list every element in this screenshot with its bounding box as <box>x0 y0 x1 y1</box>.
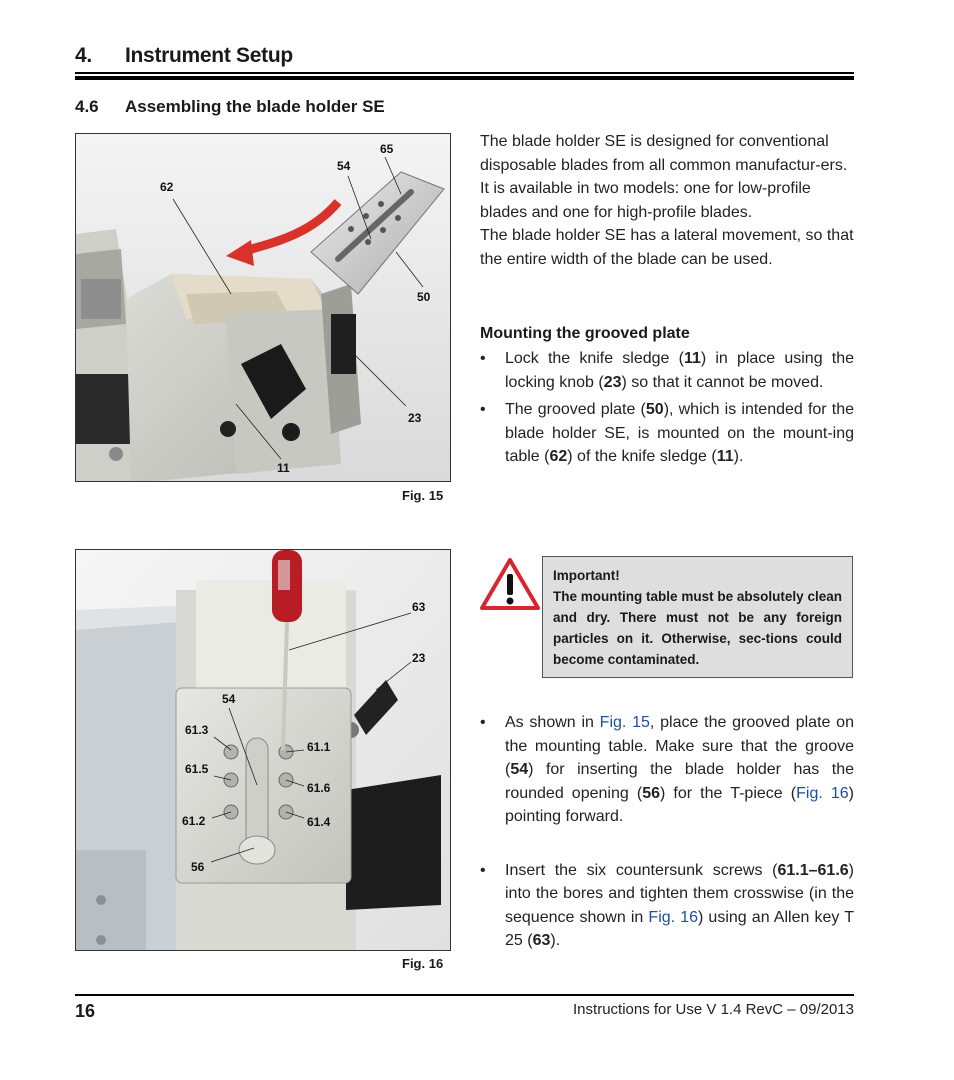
callout-11: 11 <box>277 461 290 475</box>
fig-16-link[interactable]: Fig. 16 <box>648 908 698 926</box>
figure-16-image <box>75 549 451 951</box>
figure-15-image <box>75 133 451 482</box>
figure-15-photo <box>76 134 450 481</box>
section-heading <box>75 44 293 68</box>
warning-triangle-icon <box>479 557 541 611</box>
figure-15-caption: Fig. 15 <box>402 488 444 503</box>
list-item: • Insert the six countersunk screws (61.1–61.6) into the bores and tighten them crosswise (in the sequence shown in Fig. 16) using an Allen key T 25 (63). <box>480 859 854 953</box>
notice-text: The mounting table must be absolutely clean and dry. There must not be any foreign particles on it. Otherwise, sec-tions could become contaminated. <box>553 589 842 667</box>
callout-50: 50 <box>417 290 431 304</box>
callout-61-2: 61.2 <box>182 814 206 828</box>
mounting-steps-list <box>480 347 854 473</box>
intro-text <box>480 130 854 271</box>
callout-23: 23 <box>412 651 426 665</box>
intro-paragraph-2: It is available in two models: one for low-profile blades and one for high-profile blades. <box>480 180 811 221</box>
notice-title: Important! <box>553 568 620 583</box>
list-item: • Lock the knife sledge (11) in place using the locking knob (23) so that it cannot be moved. <box>480 347 854 394</box>
intro-paragraph-3: The blade holder SE has a lateral movement, so that the entire width of the blade can be used. <box>480 227 854 268</box>
callout-61-1: 61.1 <box>307 740 331 754</box>
important-notice <box>542 556 853 678</box>
callout-54: 54 <box>337 159 351 173</box>
subsection-heading <box>75 97 385 117</box>
subsection-number: 4.6 <box>75 97 99 116</box>
document-info: Instructions for Use V 1.4 RevC – 09/2013 <box>573 1001 854 1018</box>
installation-steps-list <box>480 711 854 957</box>
callout-61-4: 61.4 <box>307 815 331 829</box>
fig-16-link[interactable]: Fig. 16 <box>796 784 849 802</box>
callout-61-5: 61.5 <box>185 762 209 776</box>
figure-16-photo <box>76 550 450 950</box>
section-number: 4. <box>75 44 92 67</box>
callout-56: 56 <box>191 860 205 874</box>
figure-16-caption: Fig. 16 <box>402 956 444 971</box>
header-rule-thick <box>75 76 854 80</box>
section-title: Instrument Setup <box>125 44 293 67</box>
intro-paragraph-1: The blade holder SE is designed for conventional disposable blades from all common manufactur-ers. <box>480 133 848 174</box>
fig-15-link[interactable]: Fig. 15 <box>599 714 650 731</box>
subsection-title: Assembling the blade holder SE <box>125 97 385 116</box>
callout-54: 54 <box>222 692 236 706</box>
list-item: • The grooved plate (50), which is intended for the blade holder SE, is mounted on the mount-ing table (62) of the knife sledge (11). <box>480 398 854 469</box>
mounting-heading: Mounting the grooved plate <box>480 325 690 342</box>
callout-61-3: 61.3 <box>185 723 209 737</box>
footer-rule <box>75 994 854 996</box>
callout-62: 62 <box>160 180 174 194</box>
callout-65: 65 <box>380 142 394 156</box>
header-rule <box>75 72 854 74</box>
list-item: • As shown in Fig. 15, place the grooved plate on the mounting table. Make sure that the groove (54) for inserting the blade holder has the rounded opening (56) for the T-piece (Fig. 16) pointing forward. <box>480 711 854 829</box>
callout-63: 63 <box>412 600 426 614</box>
page-number: 16 <box>75 1001 96 1021</box>
callout-61-6: 61.6 <box>307 781 331 795</box>
callout-23: 23 <box>408 411 422 425</box>
